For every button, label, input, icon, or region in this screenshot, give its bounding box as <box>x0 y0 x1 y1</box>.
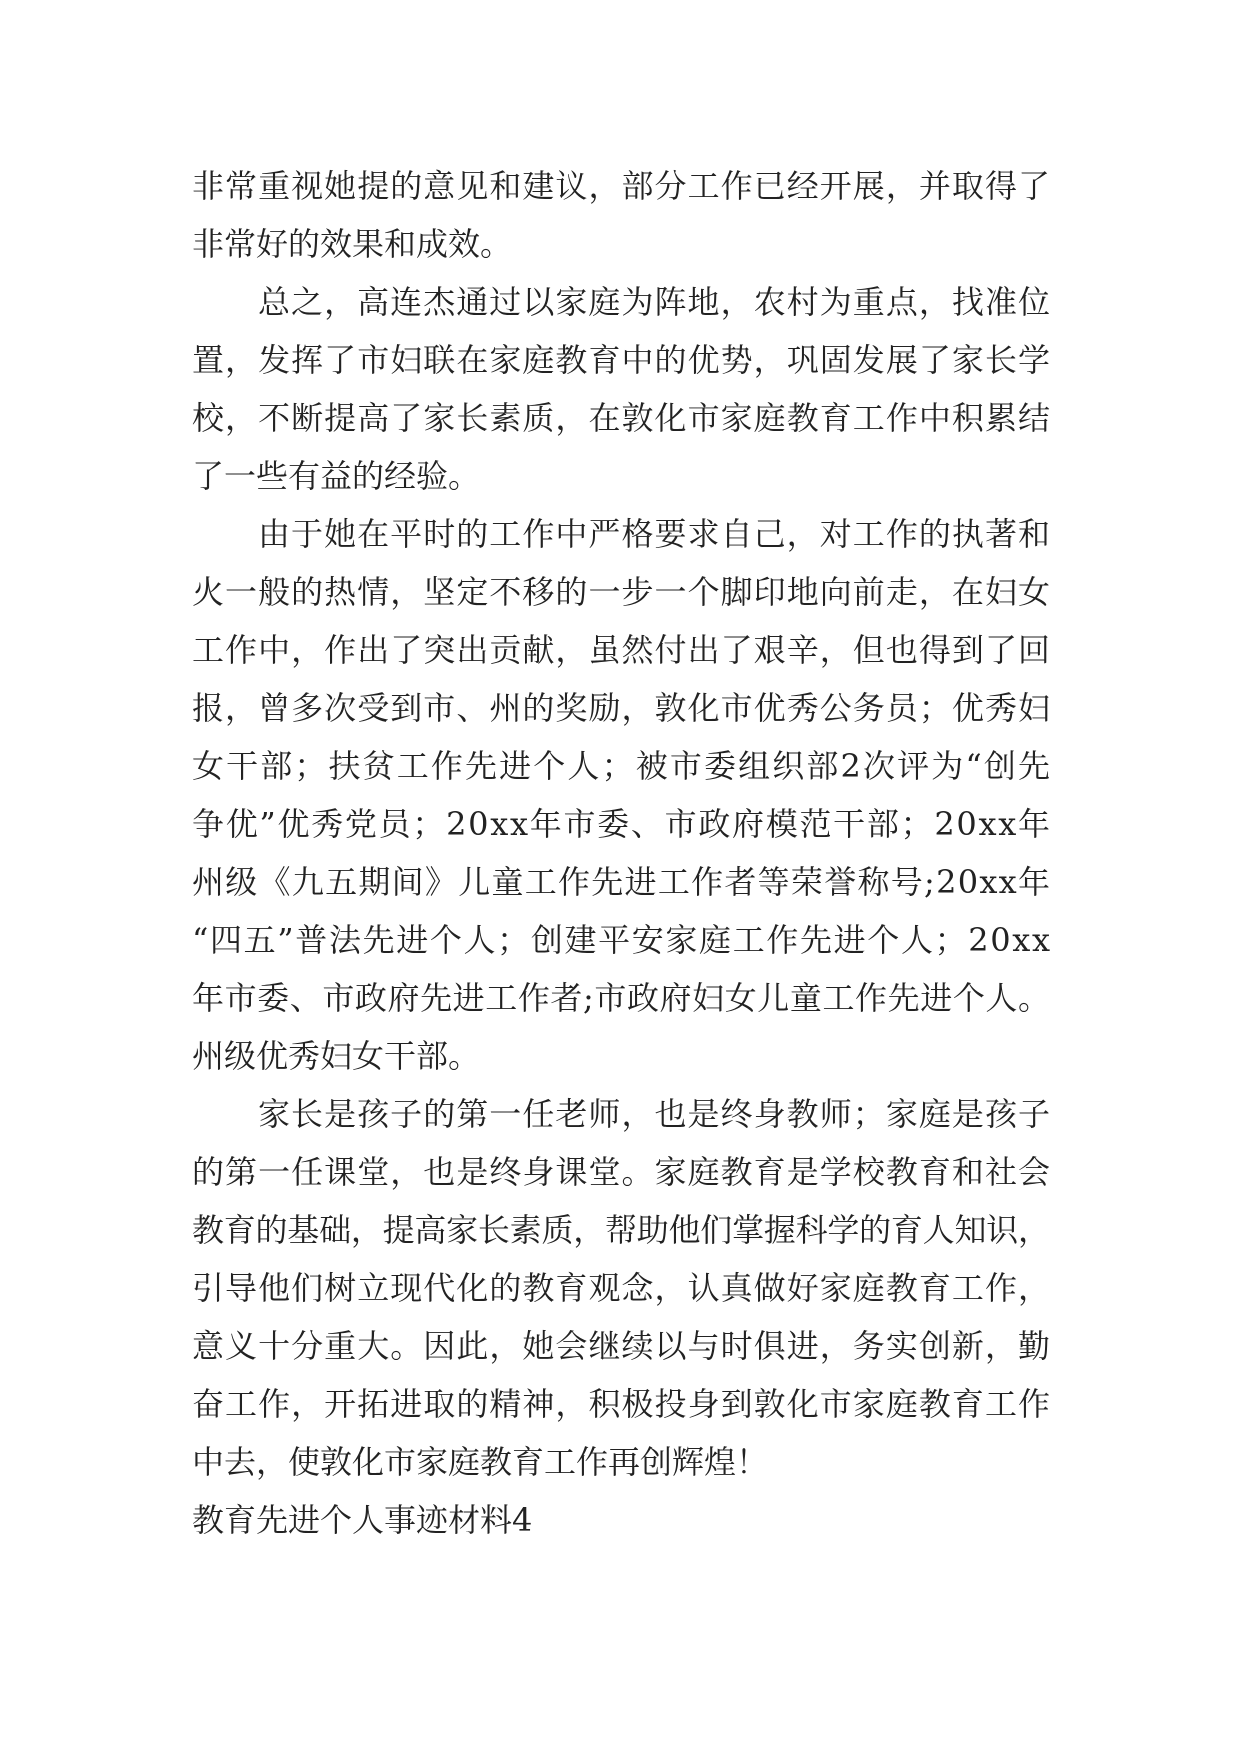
text-line-content: 州级优秀妇女干部。 <box>192 1037 481 1075</box>
paragraph <box>192 505 1053 1085</box>
text-line-content: 引导他们树立现代化的教育观念，认真做好家庭教育工作， <box>192 1269 1052 1307</box>
text-line-content: 奋工作，开拓进取的精神，积极投身到敦化市家庭教育工作 <box>192 1385 1052 1423</box>
text-line-content: 了一些有益的经验。 <box>192 457 481 495</box>
text-line <box>192 1317 1050 1375</box>
text-line <box>192 1375 1050 1433</box>
text-line <box>192 563 1050 621</box>
text-line <box>192 1085 1050 1143</box>
text-line <box>192 737 1053 795</box>
text-line-content: “四五”普法先进个人；创建平安家庭工作先进个人；20xx <box>192 921 1052 959</box>
text-line-content: 校，不断提高了家长素质，在敦化市家庭教育工作中积累结 <box>192 399 1052 437</box>
text-line-content: 工作中，作出了突出贡献，虽然付出了艰辛，但也得到了回 <box>192 631 1052 669</box>
text-line-content: 非常重视她提的意见和建议，部分工作已经开展，并取得了 <box>192 167 1052 205</box>
text-line-content: 教育的基础，提高家长素质，帮助他们掌握科学的育人知识， <box>192 1211 1050 1249</box>
text-line-content: 女干部；扶贫工作先进个人；被市委组织部2次评为“创先 <box>192 747 1053 785</box>
text-line <box>192 1201 1050 1259</box>
section-heading <box>192 1491 1050 1549</box>
text-line <box>192 911 1050 969</box>
text-line-content: 由于她在平时的工作中严格要求自己，对工作的执著和 <box>258 515 1052 553</box>
paragraph <box>192 1085 1050 1491</box>
paragraph <box>192 157 1050 273</box>
text-line <box>192 621 1050 679</box>
text-line-content: 意义十分重大。因此，她会继续以与时俱进，务实创新，勤 <box>192 1327 1052 1365</box>
text-line <box>192 1143 1050 1201</box>
text-line <box>192 795 1050 853</box>
text-line-content: 火一般的热情，坚定不移的一步一个脚印地向前走，在妇女 <box>192 573 1052 611</box>
text-line-content: 的第一任课堂，也是终身课堂。家庭教育是学校教育和社会 <box>192 1153 1052 1191</box>
text-line-content: 年市委、市政府先进工作者;市政府妇女儿童工作先进个人。 <box>192 979 1051 1017</box>
text-line <box>192 447 1050 505</box>
text-line <box>192 157 1050 215</box>
text-line-content: 家长是孩子的第一任老师，也是终身教师；家庭是孩子 <box>258 1095 1052 1133</box>
text-line <box>192 273 1050 331</box>
body-text <box>192 157 1053 1549</box>
paragraph <box>192 273 1050 505</box>
text-line <box>192 1259 1050 1317</box>
text-line <box>192 679 1050 737</box>
text-line-content: 报，曾多次受到市、州的奖励，敦化市优秀公务员；优秀妇 <box>192 689 1052 727</box>
text-line-content: 置，发挥了市妇联在家庭教育中的优势，巩固发展了家长学 <box>192 341 1052 379</box>
text-line-content: 争优”优秀党员；20xx年市委、市政府模范干部；20xx年 <box>192 805 1052 843</box>
text-line <box>192 505 1050 563</box>
text-line <box>192 969 1050 1027</box>
text-line <box>192 331 1050 389</box>
text-line-content: 中去，使敦化市家庭教育工作再创辉煌！ <box>192 1443 769 1481</box>
text-line-content: 非常好的效果和成效。 <box>192 225 513 263</box>
text-line-content: 州级《九五期间》儿童工作先进工作者等荣誉称号;20xx年 <box>192 863 1052 901</box>
text-line <box>192 215 1050 273</box>
text-line-content: 总之，高连杰通过以家庭为阵地，农村为重点，找准位 <box>258 283 1052 321</box>
text-line <box>192 1433 1050 1491</box>
text-line <box>192 1027 1050 1085</box>
section-heading-text: 教育先进个人事迹材料4 <box>192 1501 533 1539</box>
text-line <box>192 389 1050 447</box>
text-line <box>192 853 1050 911</box>
